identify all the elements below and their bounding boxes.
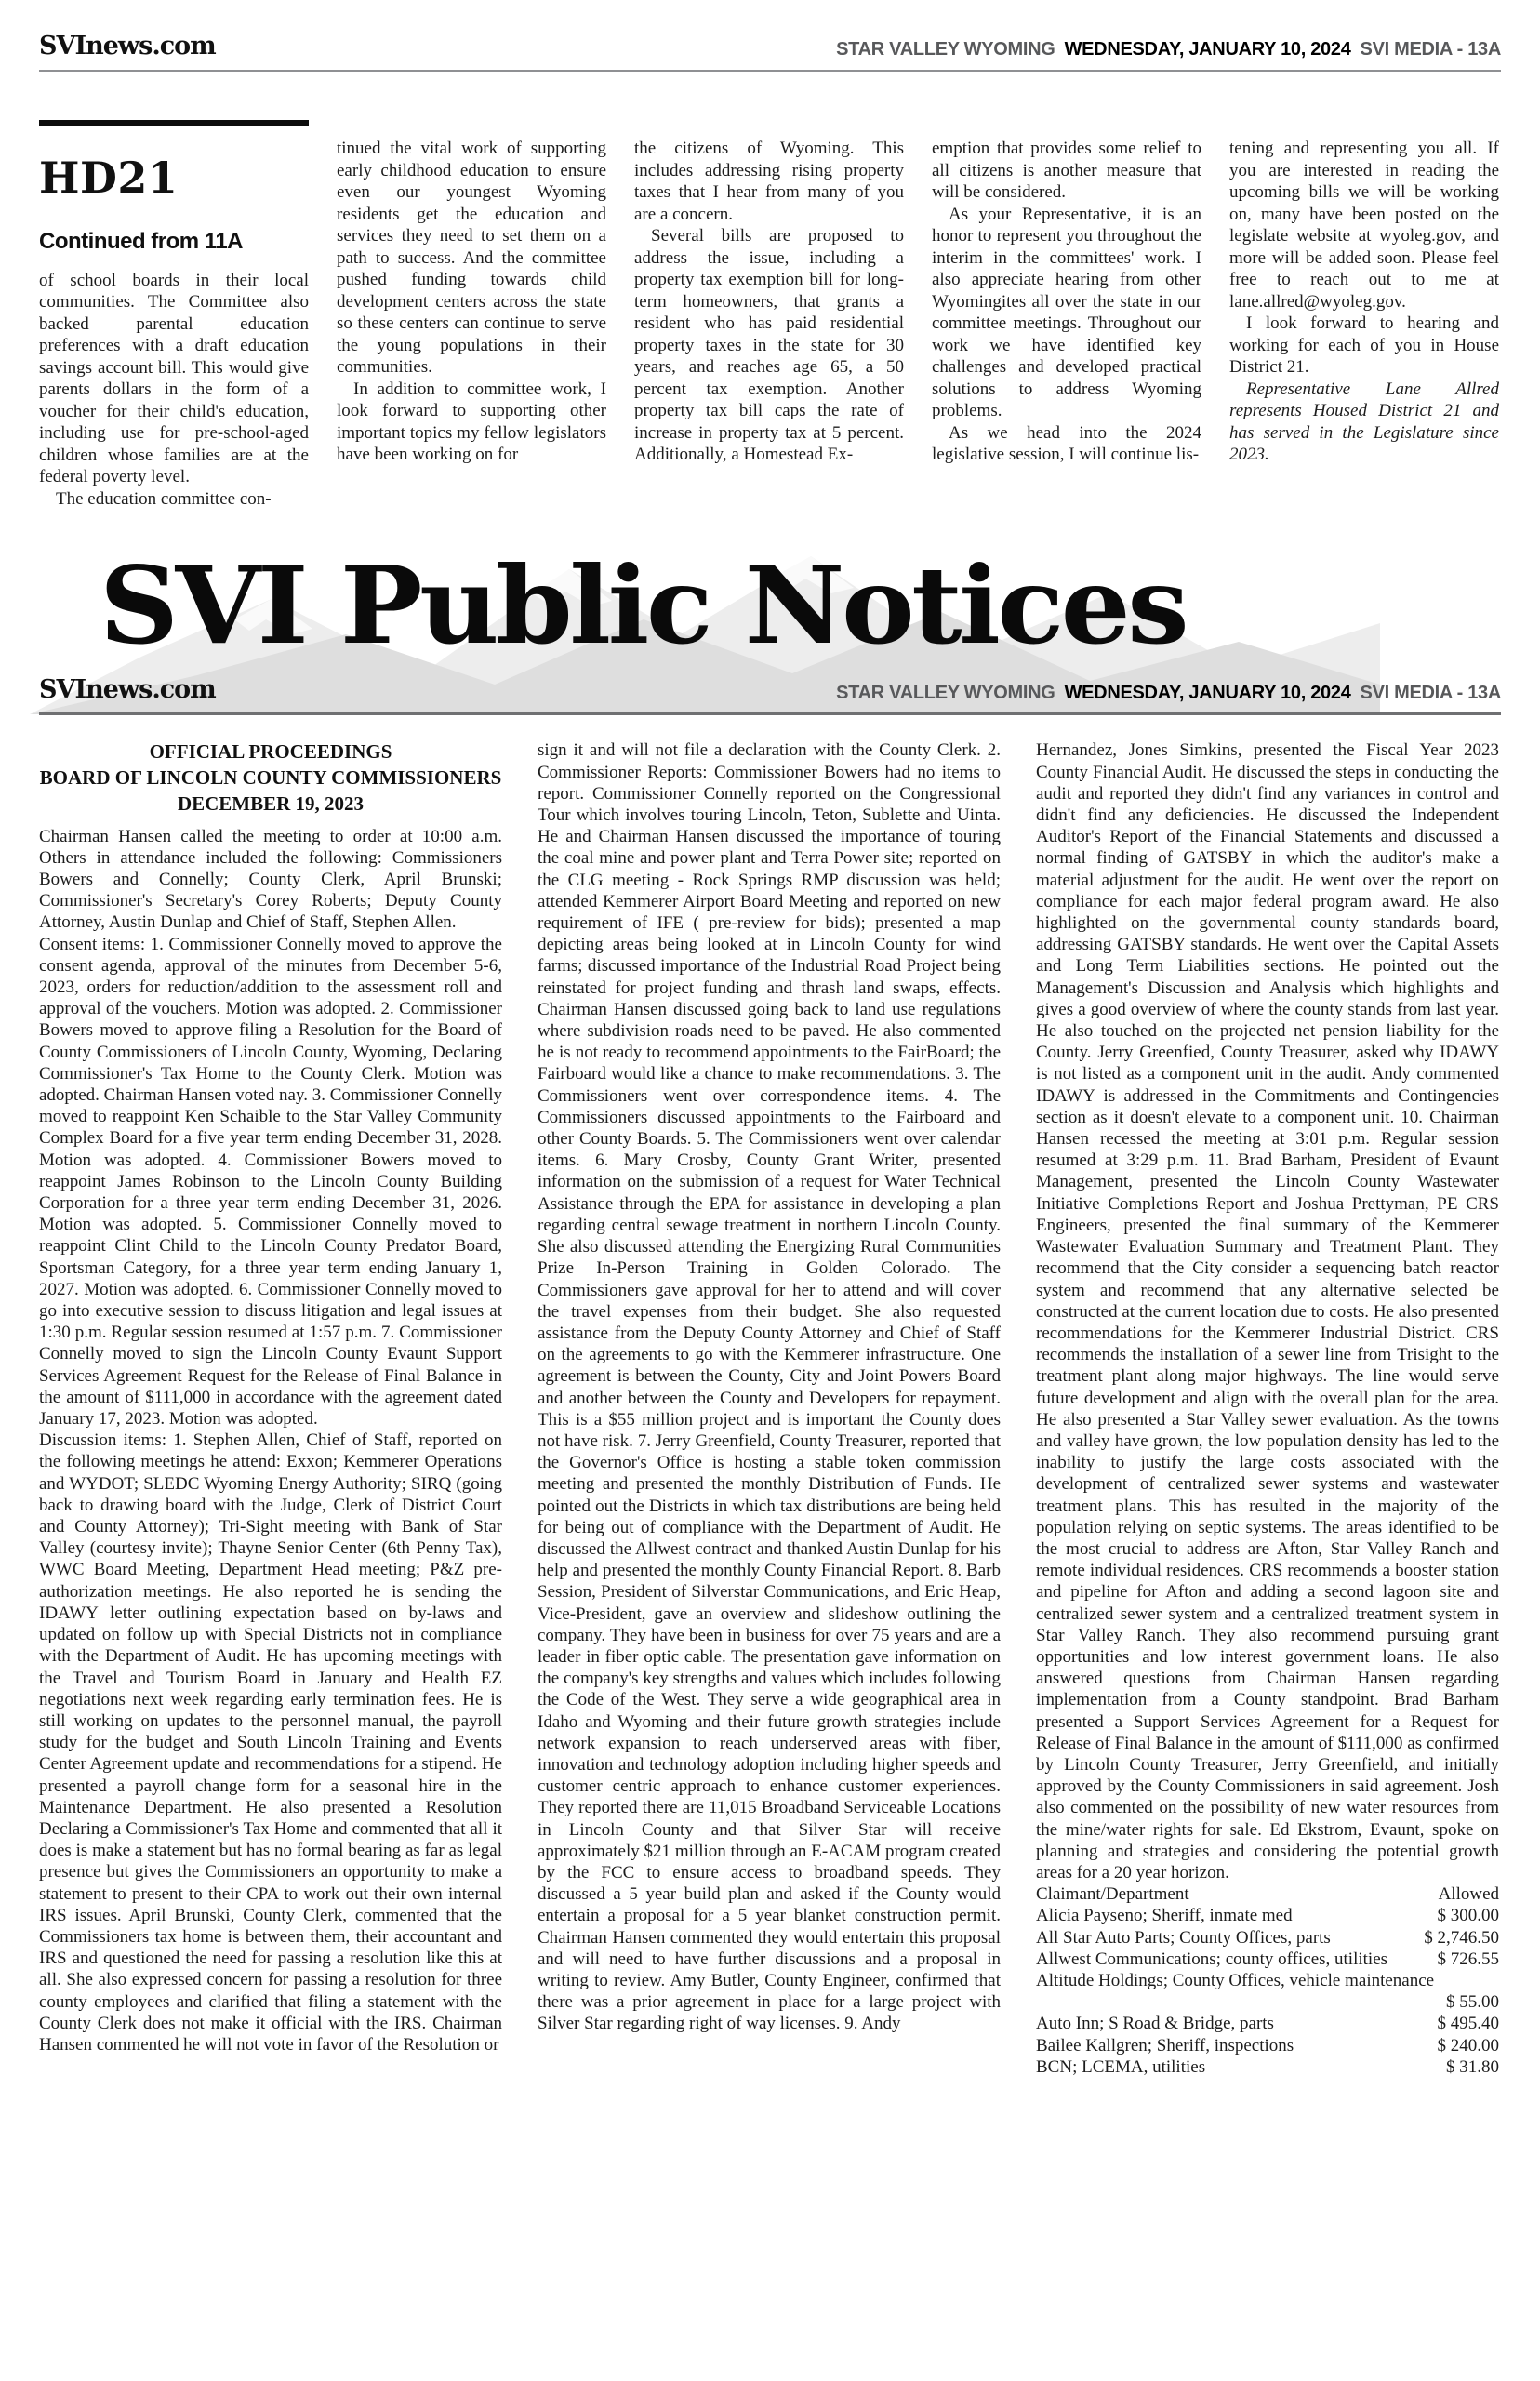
paragraph: of school boards in their local communities. The Committee also backed parental education preferences with a draft education savings account bill. This would give parents dollars in the form of a voucher for their child's education, including use for pre-school-aged children whose families are at the federal poverty level. xyxy=(39,270,309,487)
proceedings-heading-line-1: OFFICIAL PROCEEDINGS xyxy=(149,740,392,764)
dateline-date: WEDNESDAY, JANUARY 10, 2024 xyxy=(1064,683,1351,704)
proceedings-column-3 xyxy=(1036,739,1499,2078)
notices-header xyxy=(39,675,1501,704)
paragraph: In addition to committee work, I look forward to supporting other important topics my fellow legislators have been working on for xyxy=(337,379,606,464)
claims-table xyxy=(1036,1883,1499,2078)
claims-header-name: Claimant/Department xyxy=(1036,1884,1189,1905)
proceedings-text xyxy=(1036,739,1499,1883)
paragraph: Discussion items: 1. Stephen Allen, Chief of Staff, reported on the following meetings he attend: Exxon; Kemmerer Operations and WYDOT; SLEDC Wyoming Energy Authority; SIRQ (going back to drawing board with the Judge, Clerk of District Court and County Attorney); Tri-Sight meeting with Bank of Star Valley (courtesy invite); Thayne Senior Center (6th Penny Tax), WWC Board Meeting, Department Head meeting; P&Z pre-authorization meetings. He also reported he is sending the IDAWY letter outlining expectation based on by-laws and updated on follow up with Special Districts not in compliance with the Department of Audit. He has upcoming meetings with the Travel and Tourism Board in January and Health EZ negotiations next week regarding early termination fees. He is still working on updates to the personnel manual, the payroll study for the budget and South Lincoln Training and Events Center Agreement update and recommendations for a stipend. He presented a payroll change form for a seasonal hire in the Maintenance Department. He also presented a Resolution Declaring a Commissioner's Tax Home and commented that all it does is make a statement but has no formal bearing as far as legal presence but gives the Commissioners an opportunity to make a statement to present to their CPA to work out their own internal IRS issues. April Brunski, County Clerk, commented that the Commissioners tax home is between them, their accountant and IRS and questioned the need for passing a resolution like this at all. She also expressed concern for passing a resolution for three county employees and clarified that filing a statement with the County Clerk does not make it official with the IRS. Chairman Hansen commented he will not vote in favor of the Resolution or xyxy=(39,1430,502,2055)
claim-name: Auto Inn; S Road & Bridge, parts xyxy=(1036,2014,1274,2034)
paragraph: sign it and will not file a declaration with the County Clerk. 2. Commissioner Reports: Commissioner Bowers had no items to report. Commissioner Connelly reported on the Congressional Tour which involves touring Lincoln, Teton, Sublette and Uinta. He and Chairman Hansen discussed the importance of touring the coal mine and power plant and Terra Power site; reported on the CLG meeting - Rock Springs RMP discussion was held; attended Kemmerer Airport Board Meeting and reported on new requirement of IFE ( pre-review for bids); presented a map depicting areas being looked at in Lincoln County for wind farms; discussed importance of the Industrial Road Project being reinstated for project funding and thrash land swaps, effects. Chairman Hansen discussed going back to land use regulations where subdivision roads need to be paved. He also commented he is not ready to recommend appointments to the FairBoard; the Fairboard would like a chance to make recommendations. 3. The Commissioners went over correspondence items. 4. The Commissioners discussed appointments to the Fairboard and other County Boards. 5. The Commissioners went over calendar items. 6. Mary Crosby, County Grant Writer, presented information on the submission of a request for Water Technical Assistance through the EPA for assistance in developing a plan regarding central sewage treatment in northern Lincoln County. She also discussed attending the Energizing Rural Communities Prize In-Person Training in Golden Colorado. The Commissioners gave approval for her to attend and will cover the travel expenses from their budget. She also requested assistance from the Deputy County Attorney and Chief of Staff on the agreements to go with the Kemmerer infrastructure. One agreement is between the County, City and Joint Powers Board and another between the County and Developers for repayment. This is a $55 million project and is important the County does not have risk. 7. Jerry Greenfield, County Treasurer, reported that the Governor's Office is hosting a stable token commission meeting and presented the monthly Distribution of Funds. He pointed out the Districts in which tax distributions are being held for being out of compliance with the Department of Audit. He discussed the Allwest contract and thanked Austin Dunlap for his help and presented the monthly County Financial Report. 8. Barb Session, President of Silverstar Communications, and Eric Heap, Vice-President, gave an overview and slideshow outlining the company. They have been in business for over 75 years and are a leader in fiber optic cable. The presentation gave information on the company's key strengths and values which includes following the Code of the West. They serve a wide geographical area in Idaho and Wyoming and their future growth strategies include network expansion to reach underserved areas with fiber, innovation and technology adoption including higher speeds and customer centric approach to enhance customer experiences. They reported there are 11,015 Broadband Serviceable Locations in Lincoln County and that Silver Star will receive approximately $21 million through an E-ACAM program created by the FCC to ensure access to broadband speeds. They discussed a 5 year build plan and asked if the County would entertain a proposal for a 5 year blanket construction permit. Chairman Hansen commented they would entertain this proposal and will need to have further discussions and a proposal in writing to review. Amy Butler, County Engineer, confirmed that there was a prior agreement in place for a large project with Silver Star regarding right of way licenses. 9. Andy xyxy=(538,740,1001,2034)
dateline-location: STAR VALLEY WYOMING xyxy=(836,683,1055,704)
dateline xyxy=(836,683,1501,704)
masthead xyxy=(39,543,1501,715)
claim-row xyxy=(1036,1905,1499,1926)
paragraph: tening and representing you all. If you are interested in reading the upcoming bills we will be working on, many have been posted on the legislate website at wyoleg.gov, and more will be added soon. Please feel free to reach out to me at lane.allred@wyoleg.gov. xyxy=(1229,139,1499,312)
article-top-rule xyxy=(39,120,309,126)
proceedings-column-1 xyxy=(39,739,502,2078)
hd21-column-3 xyxy=(634,120,904,510)
claim-amount: $ 55.00 xyxy=(1446,1992,1499,2013)
claim-name: Altitude Holdings; County Offices, vehicle maintenance xyxy=(1036,1971,1435,1990)
page-header xyxy=(39,0,1501,60)
article-title: HD21 xyxy=(39,152,179,203)
paragraph: As your Representative, it is an honor to represent you throughout the interim in the committees' work. I also appreciate hearing from other Wyomingites all over the state in our committee meetings. Throughout our work we have identified key challenges and developed practical solutions to address Wyoming problems. xyxy=(932,204,1201,420)
proceedings-heading-line-3: DECEMBER 19, 2023 xyxy=(177,791,365,815)
dateline-media: SVI MEDIA - 13A xyxy=(1360,683,1501,704)
proceedings-heading xyxy=(39,739,502,817)
paragraph: As we head into the 2024 legislative session, I will continue lis- xyxy=(932,422,1201,464)
dateline-location: STAR VALLEY WYOMING xyxy=(836,39,1055,60)
masthead-title: SVI Public Notices xyxy=(99,543,1187,669)
paragraph: Consent items: 1. Commissioner Connelly moved to approve the consent agenda, approval of the minutes from December 5-6, 2023, orders for reduction/addition to the assessment roll and approval of the vouchers. Motion was adopted. 2. Commissioner Bowers moved to approve filing a Resolution for the Board of County Commissioners of Lincoln County, Wyoming, Declaring Commissioner's Tax Home to the County Clerk. Motion was adopted. Chairman Hansen voted nay. 3. Commissioner Connelly moved to reappoint Ken Schaible to the Star Valley Community Complex Board for a five year term ending December 31, 2028. Motion was adopted. 4. Commissioner Bowers moved to reappoint James Robinson to the Lincoln County Building Corporation for a three year term ending December 31, 2026. Motion was adopted. 5. Commissioner Connelly moved to reappoint Clint Child to the Lincoln County Predator Board, Sportsman Category, for a three year term ending January 1, 2027. Motion was adopted. 6. Commissioner Connelly moved to go into executive session to discuss litigation and legal issues at 1:30 p.m. Regular session resumed at 1:57 p.m. 7. Commissioner Connelly moved to sign the Lincoln County Evaunt Support Services Agreement Request for the Release of Final Balance in the amount of $111,000 in accordance with the agreement dated January 17, 2023. Motion was adopted. xyxy=(39,934,502,1430)
article-hd21 xyxy=(39,120,1501,510)
proceedings-heading-line-2: BOARD OF LINCOLN COUNTY COMMISSIONERS xyxy=(39,766,502,790)
site-logo: SVInews.com xyxy=(39,32,216,60)
article-continued-note: Continued from 11A xyxy=(39,228,244,254)
author-signature: Representative Lane Allred represents Housed District 21 and has served in the Legislature since 2023. xyxy=(1229,379,1499,464)
claim-name: All Star Auto Parts; County Offices, parts xyxy=(1036,1927,1331,1948)
claim-amount: $ 240.00 xyxy=(1437,2035,1499,2055)
paragraph: Chairman Hansen called the meeting to order at 10:00 a.m. Others in attendance included the following: Commissioners Bowers and Connelly; County Clerk, April Brunski; Commissioner's Secretary's Corey Roberts; Deputy County Attorney, Austin Dunlap and Chief of Staff, Stephen Allen. xyxy=(39,826,502,933)
claim-row xyxy=(1036,1970,1499,2013)
paragraph: the citizens of Wyoming. This includes addressing rising property taxes that I hear from many of you are a concern. xyxy=(634,139,904,224)
hd21-column-1 xyxy=(39,120,309,510)
hd21-column-5 xyxy=(1229,120,1499,510)
hd21-column-4 xyxy=(932,120,1201,510)
claim-name: Allwest Communications; county offices, utilities xyxy=(1036,1949,1388,1969)
proceedings-column-2 xyxy=(538,739,1001,2078)
claim-row xyxy=(1036,2056,1499,2078)
paragraph: The education committee con- xyxy=(56,488,272,509)
claim-row xyxy=(1036,2013,1499,2034)
hd21-column-2 xyxy=(337,120,606,510)
notices-header-rule xyxy=(39,712,1501,715)
article-text xyxy=(39,270,309,511)
claim-amount: $ 300.00 xyxy=(1437,1906,1499,1926)
claims-header-row xyxy=(1036,1883,1499,1905)
claim-row xyxy=(1036,1949,1499,1970)
claim-amount: $ 2,746.50 xyxy=(1424,1927,1499,1948)
claims-header-amount: Allowed xyxy=(1438,1884,1499,1905)
paragraph: emption that provides some relief to all citizens is another measure that will be considered. xyxy=(932,139,1201,202)
claim-amount: $ 726.55 xyxy=(1437,1949,1499,1969)
claim-name: BCN; LCEMA, utilities xyxy=(1036,2056,1206,2077)
claim-row xyxy=(1036,2035,1499,2056)
proceedings-text xyxy=(39,826,502,2056)
claim-amount: $ 495.40 xyxy=(1437,2014,1499,2034)
official-proceedings xyxy=(39,739,1501,2078)
claim-name: Bailee Kallgren; Sheriff, inspections xyxy=(1036,2035,1294,2055)
claim-name: Alicia Payseno; Sheriff, inmate med xyxy=(1036,1906,1293,1926)
paragraph: I look forward to hearing and working for each of you in House District 21. xyxy=(1229,313,1499,377)
paragraph: tinued the vital work of supporting early childhood education to ensure even our youngest Wyoming residents get the education and services they need to set them on a path to success. And the committee pushed funding towards child development centers across the state so these centers can continue to serve the young populations in their communities. xyxy=(337,139,606,377)
dateline xyxy=(836,39,1501,60)
dateline-date: WEDNESDAY, JANUARY 10, 2024 xyxy=(1064,39,1351,60)
header-rule xyxy=(39,70,1501,72)
claim-row xyxy=(1036,1927,1499,1949)
site-logo: SVInews.com xyxy=(39,675,216,705)
paragraph: Several bills are proposed to address the issue, including a property tax exemption bill for long-term homeowners, that grants a resident who has paid residential property taxes in the state for 30 years, and reaches age 65, a 50 percent tax exemption. Another property tax bill caps the rate of increase in property tax at 5 percent. Additionally, a Homestead Ex- xyxy=(634,226,904,464)
paragraph: Hernandez, Jones Simkins, presented the Fiscal Year 2023 County Financial Audit. He discussed the steps in conducting the audit and reported they didn't find any variances in control and didn't find any deficiencies. He discussed the Independent Auditor's Report of the Financial Statements and discussed a normal finding of GATSBY in which the auditor's make a material adjustment for the audit. He went over the report on compliance for each major federal program award. He also highlighted on the governmental county standards board, addressing GATSBY standards. He went over the Capital Assets and Long Term Liabilities sections. He pointed out the Management's Discussion and Analysis which highlights and gives a good overview of where the county stands from last year. He also touched on the projected net pension liability for the County. Jerry Greenfied, County Treasurer, asked why IDAWY is not listed as a component unit in the audit. Andy commented IDAWY is addressed in the Commitments and Contingencies section as it doesn't elevate to a component unit. 10. Chairman Hansen recessed the meeting at 3:01 p.m. Regular session resumed at 3:29 p.m. 11. Brad Barham, President of Evaunt Management, presented the Lincoln County Wastewater Initiative Completions Report and Joshua Prettyman, PE CRS Engineers, presented the final summary of the Kemmerer Wastewater Evaluation Summary and Treatment Plant. They recommend that the City consider a sequencing batch reactor system and recommend that any alternative selected be constructed at the current location due to costs. He also presented recommendations for the Kemmerer Industrial District. CRS recommends the installation of a sewer line from Trisight to the treatment plant along major highways. The line would serve future development and align with the overall plan for the area. He also presented a Star Valley sewer evaluation. As the towns and valley have grown, the low population density has led to the inability to justify the large costs associated with the development of centralized sewer systems and wastewater treatment plans. This has resulted in the majority of the population relying on septic systems. The areas identified to be the most crucial to address are Afton, Star Valley Ranch and remote individual residences. CRS recommends a booster station and pipeline for Afton and adding a second lagoon site and centralized sewer system and a centralized treatment system in Star Valley Ranch. They also recommend pursuing grant opportunities and low interest government loans. He also answered questions from Chairman Hansen regarding implementation from a County standpoint. Brad Barham presented a Support Services Agreement for a Request for Release of Final Balance in the amount of $111,000 as confirmed by Lincoln County Treasurer, Jerry Greenfield, and initially approved by the County Commissioners in said agreement. Josh also commented on the possibility of new water resources from the mine/water rights for sale. Ed Ekstrom, Evaunt, spoke on planning and strategies and considering the potential growth areas for a 20 year horizon. xyxy=(1036,740,1499,1882)
claim-amount: $ 31.80 xyxy=(1446,2056,1499,2077)
dateline-media: SVI MEDIA - 13A xyxy=(1360,39,1501,60)
